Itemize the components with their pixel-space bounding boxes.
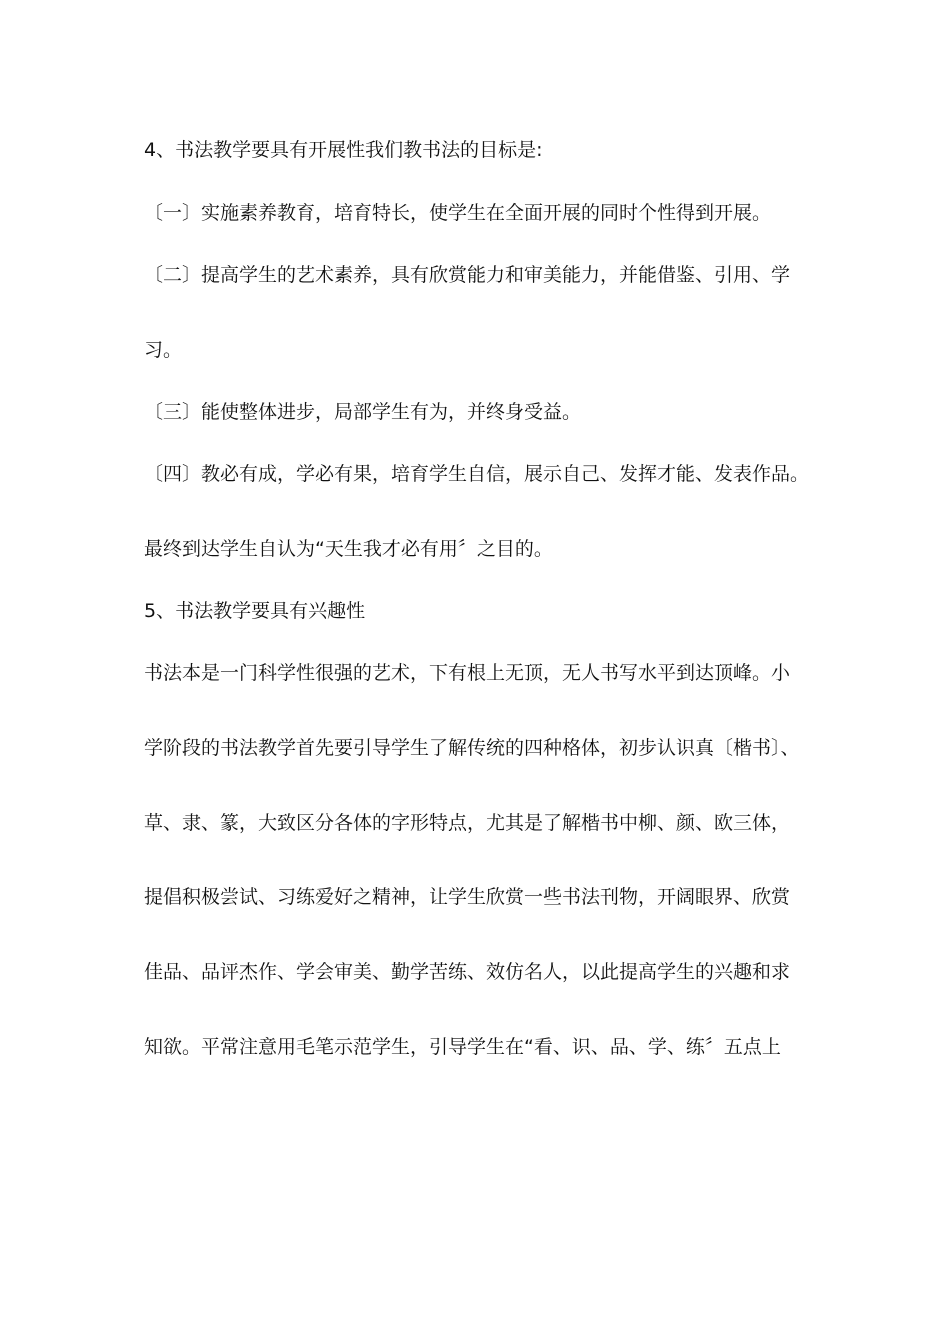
goal-item-4: 〔四〕教必有成，学必有果，培育学生自信，展示自己、发挥才能、发表作品。 [144,463,810,485]
paragraph-line: 草、隶、篆，大致区分各体的字形特点，尤其是了解楷书中柳、颜、欧三体， [144,812,791,834]
paragraph-line: 知欲。平常注意用毛笔示范学生，引导学生在“看、识、品、学、练〞五点上 [144,1036,781,1058]
paragraph-line: 提倡积极尝试、习练爱好之精神，让学生欣赏一些书法刊物，开阔眼界、欣赏 [144,886,791,908]
paragraph-line: 书法本是一门科学性很强的艺术，下有根上无顶，无人书写水平到达顶峰。小 [144,662,791,684]
goal-conclusion: 最终到达学生自认为“天生我才必有用〞之目的。 [144,538,553,560]
heading-section-4: 4、书法教学要具有开展性我们教书法的目标是: [144,139,543,161]
goal-item-2-continuation: 习。 [144,339,183,361]
paragraph-line: 佳品、品评杰作、学会审美、勤学苦练、效仿名人，以此提高学生的兴趣和求 [144,961,791,983]
goal-item-3: 〔三〕能使整体进步，局部学生有为，并终身受益。 [144,401,582,423]
heading-section-5: 5、书法教学要具有兴趣性 [144,600,366,622]
goal-item-1: 〔一〕实施素养教育，培育特长，使学生在全面开展的同时个性得到开展。 [144,202,772,224]
goal-item-2: 〔二〕提高学生的艺术素养，具有欣赏能力和审美能力，并能借鉴、引用、学 [144,264,791,286]
paragraph-line: 学阶段的书法教学首先要引导学生了解传统的四种格体，初步认识真〔楷书〕、 [144,737,800,759]
